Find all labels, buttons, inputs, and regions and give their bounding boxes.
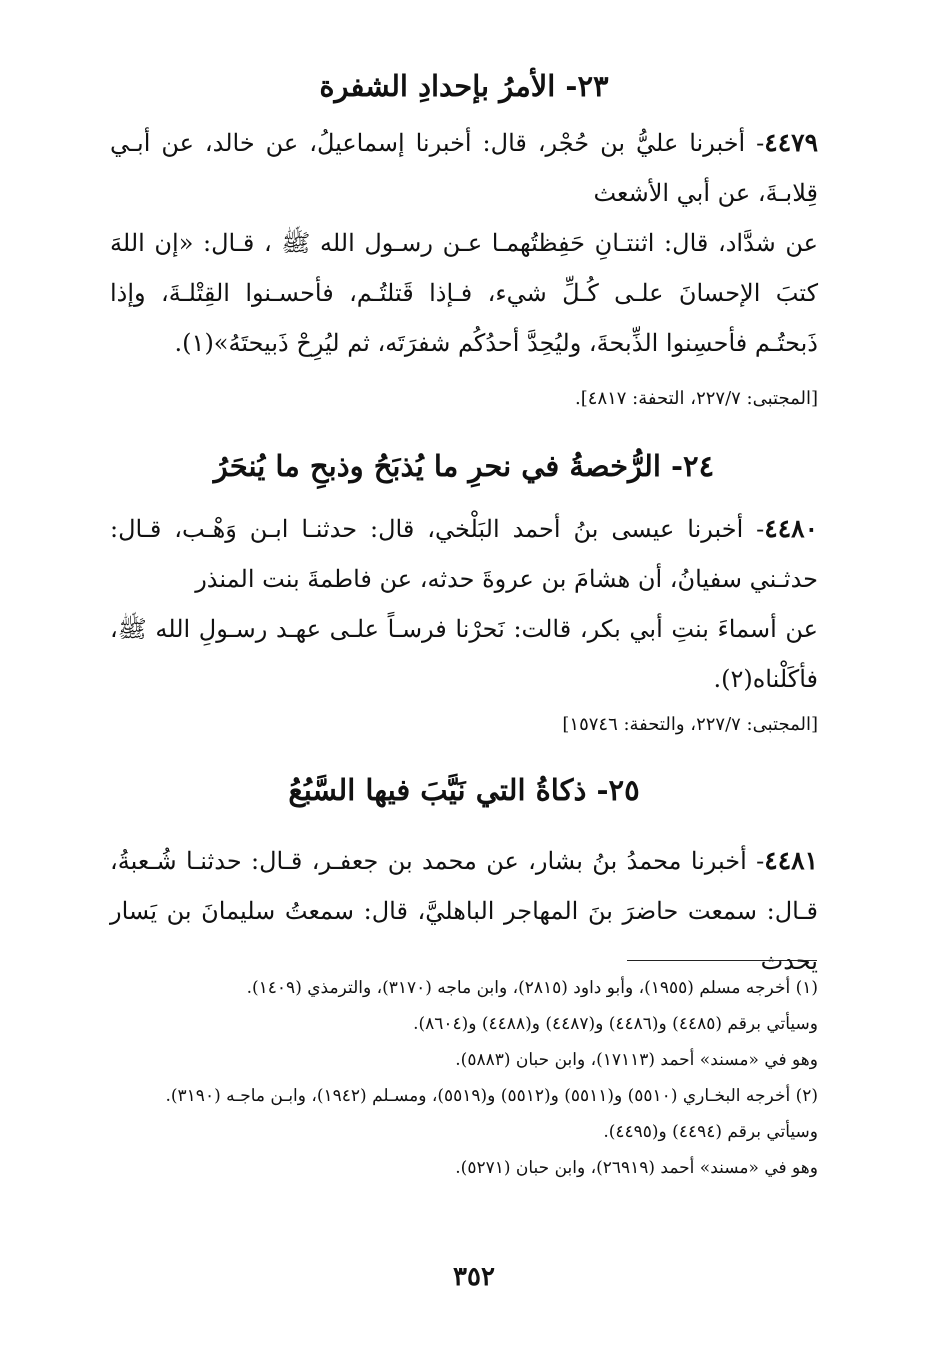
footnote-separator — [627, 960, 817, 961]
hadith-4479-isnad — [110, 118, 818, 218]
hadith-4479-source: [المجتبى: ٢٢٧/٧، التحفة: ٤٨١٧]. — [575, 388, 818, 409]
isnad-text: - أخبرنا عليُّ بن حُجْر، قال: أخبرنا إسماعيلُ، عن خالد، عن أبـي قِلابـةَ، عن أبي الأشعث — [110, 129, 818, 207]
chapter-heading-23: ٢٣- الأمرُ بإحدادِ الشفرة — [319, 69, 609, 103]
footnote-1-line-1: (١) أخرجه مسلم (١٩٥٥)، وأبو داود (٢٨١٥)، وابن ماجه (٣١٧٠)، والترمذي (١٤٠٩). — [246, 978, 818, 998]
footnote-1-line-3: وهو في «مسند» أحمد (١٧١١٣)، وابن حبان (٥٨٨٣). — [455, 1050, 818, 1070]
footnote-2-line-1: (٢) أخرجه البخـاري (٥٥١٠) و(٥٥١١) و(٥٥١٢) و(٥٥١٩)، ومسـلم (١٩٤٢)، وابـن ماجـه (٣١٩٠). — [165, 1086, 818, 1106]
hadith-number: ٤٤٨٠ — [764, 514, 818, 543]
footnotes — [110, 970, 818, 1186]
footnote-1-line-2: وسيأتي برقم (٤٤٨٥) و(٤٤٨٦) و(٤٤٨٧) و(٤٤٨٨) و(٨٦٠٤). — [413, 1014, 818, 1034]
footnote-2-line-3: وهو في «مسند» أحمد (٢٦٩١٩)، وابن حبان (٥٢٧١). — [455, 1158, 818, 1178]
hadith-number: ٤٤٧٩ — [764, 128, 818, 157]
hadith-4481-isnad — [110, 836, 818, 986]
hadith-4480-matn: عن أسماءَ بنتِ أبي بكر، قالت: نَحرْنا فرسـاً علـى عهـد رسـولِ الله ﷺ، فأكَلْناه(٢). — [110, 615, 818, 693]
hadith-4480-isnad — [110, 504, 818, 604]
hadith-number: ٤٤٨١ — [764, 846, 818, 875]
hadith-4480-source: [المجتبى: ٢٢٧/٧، والتحفة: ١٥٧٤٦] — [562, 714, 818, 735]
chapter-heading-24: ٢٤- الرُّخصةُ في نحرِ ما يُذبَحُ وذبحِ ما يُنحَرُ — [213, 449, 715, 483]
hadith-4479-matn: عن شدَّاد، قال: اثنتـانِ حَفِظتُهمـا عـن رسـول الله ﷺ ، قـال: «إن اللهَ كتبَ الإحسانَ علـى كُـلِّ شيء، فـإذا قَتلتُـم، فأحسـنوا القِتْلـةَ، وإذا ذَبحتُـم فأحسِنوا الذِّبحةَ، وليُحِدَّ أحدُكُم شفرَتَه، ثم ليُرِحْ ذَبيحتَهُ»(١). — [110, 229, 818, 357]
footnote-2-line-2: وسيأتي برقم (٤٤٩٤) و(٤٤٩٥). — [603, 1122, 818, 1142]
chapter-heading-25: ٢٥- ذكاةُ التي نَيَّبَ فيها السَّبُعُ — [288, 773, 640, 807]
isnad-text: - أخبرنا عيسى بنُ أحمد البَلْخي، قال: حدثنـا ابـن وَهْـب، قـال: حدثـني سفيانُ، أن هشامَ بن عروةَ حدثه، عن فاطمةَ بنت المنذر — [110, 515, 818, 593]
isnad-text: - أخبرنا محمدُ بنُ بشار، عن محمد بن جعفـر، قـال: حدثنـا شُـعبةُ، قـال: سمعت حاضرَ بنَ المهاجر الباهليَّ، قال: سمعتُ سليمانَ بن يَسار يحدث — [110, 847, 818, 975]
page-number: ٣٥٢ — [453, 1262, 495, 1292]
